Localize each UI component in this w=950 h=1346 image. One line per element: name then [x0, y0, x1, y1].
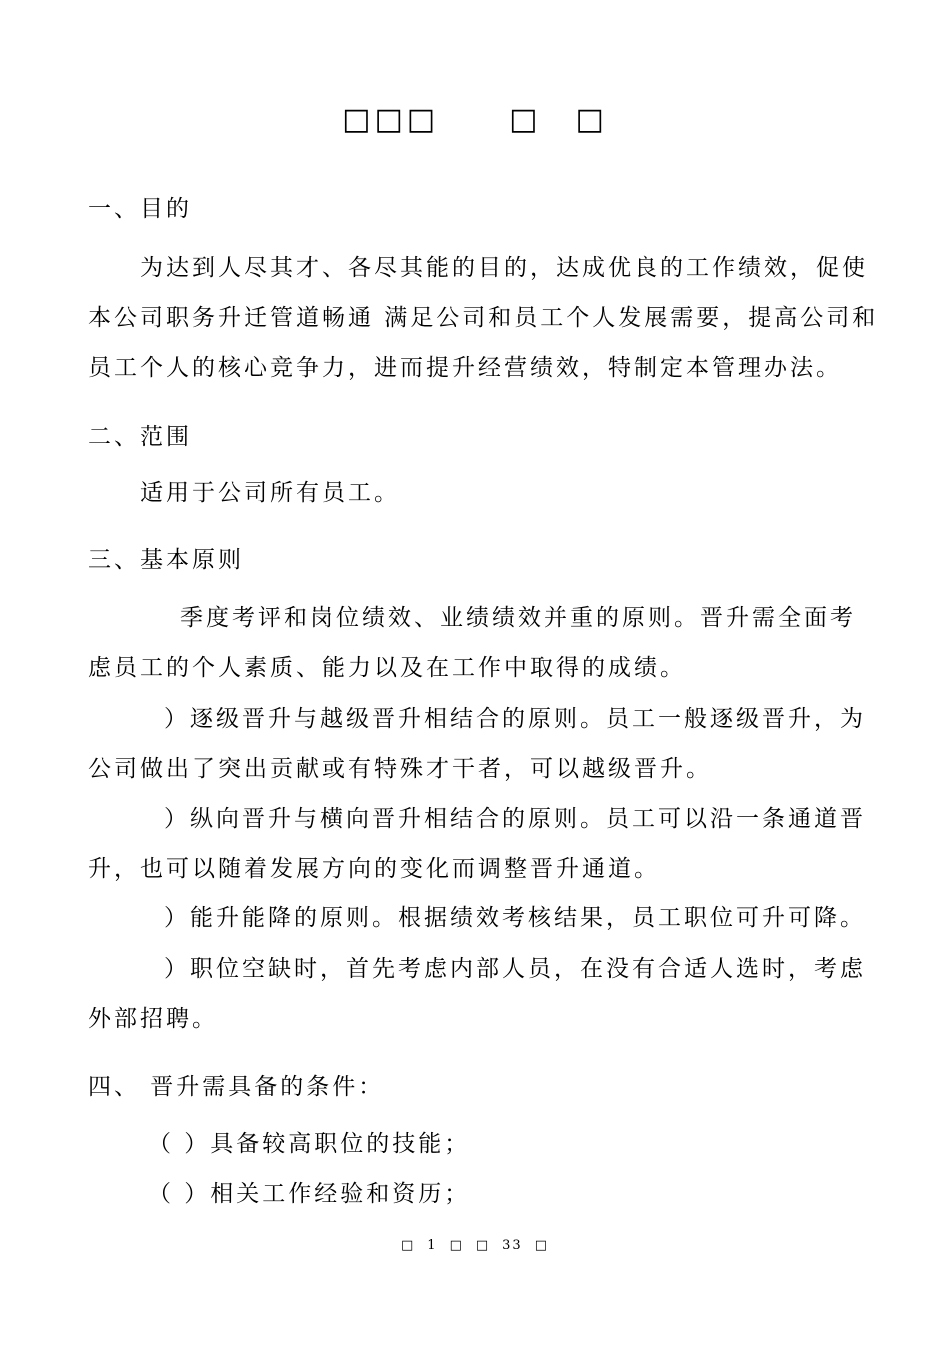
- principle-item-2: [88, 694, 866, 794]
- footer-mid-1: □: [449, 1238, 464, 1253]
- footer-total-pages: 33: [502, 1238, 523, 1253]
- condition-item: （ ）相关工作经验和资历；: [148, 1181, 471, 1207]
- title-part-2: □: [509, 102, 542, 137]
- section-body-conditions: [88, 1119, 866, 1219]
- paragraph-line: 季度考评和岗位绩效、业绩绩效并重的原则。晋升需全面考: [180, 605, 856, 631]
- paragraph-line: 外部招聘。: [88, 1006, 218, 1032]
- footer-suffix: □: [534, 1238, 549, 1253]
- section-heading-scope: 二、范围: [88, 424, 192, 450]
- principle-item-3: [88, 794, 866, 894]
- section-heading-conditions: 四、 晋升需具备的条件：: [88, 1074, 385, 1100]
- principle-item-4: [88, 893, 866, 943]
- page-footer: [0, 1238, 950, 1253]
- paragraph-line: ）职位空缺时，首先考虑内部人员，在没有合适人选时，考虑: [164, 956, 866, 982]
- paragraph-line: ）逐级晋升与越级晋升相结合的原则。员工一般逐级晋升，为: [164, 706, 866, 732]
- footer-prefix: □: [400, 1238, 416, 1253]
- paragraph-line: ）能升能降的原则。根据绩效考核结果，员工职位可升可降。: [164, 905, 866, 931]
- document-title: [0, 102, 950, 137]
- paragraph-line: 本公司职务升迁管道畅通 满足公司和员工个人发展需要，提高公司和: [88, 305, 879, 331]
- footer-page-number: 1: [427, 1238, 438, 1253]
- paragraph-line: 适用于公司所有员工。: [140, 480, 400, 506]
- title-part-1: □□□: [342, 102, 440, 137]
- paragraph-line: 员工个人的核心竞争力，进而提升经营绩效，特制定本管理办法。: [88, 355, 842, 381]
- paragraph-line: ）纵向晋升与横向晋升相结合的原则。员工可以沿一条通道晋: [164, 806, 866, 832]
- paragraph-line: 升，也可以随着发展方向的变化而调整晋升通道。: [88, 856, 660, 882]
- section-body-scope: [88, 468, 866, 518]
- footer-mid-2: □: [475, 1238, 491, 1253]
- principle-item-1: [88, 593, 866, 693]
- section-heading-principles: 三、基本原则: [88, 547, 244, 573]
- title-part-3: □: [575, 102, 608, 137]
- paragraph-line: 为达到人尽其才、各尽其能的目的，达成优良的工作绩效，促使: [140, 255, 868, 281]
- paragraph-line: 公司做出了突出贡献或有特殊才干者，可以越级晋升。: [88, 756, 712, 782]
- principle-item-5: [88, 944, 866, 1044]
- condition-item: （ ）具备较高职位的技能；: [148, 1131, 471, 1157]
- paragraph-line: 虑员工的个人素质、能力以及在工作中取得的成绩。: [88, 655, 686, 681]
- section-heading-purpose: 一、目的: [88, 196, 192, 222]
- section-body-purpose: [88, 243, 879, 393]
